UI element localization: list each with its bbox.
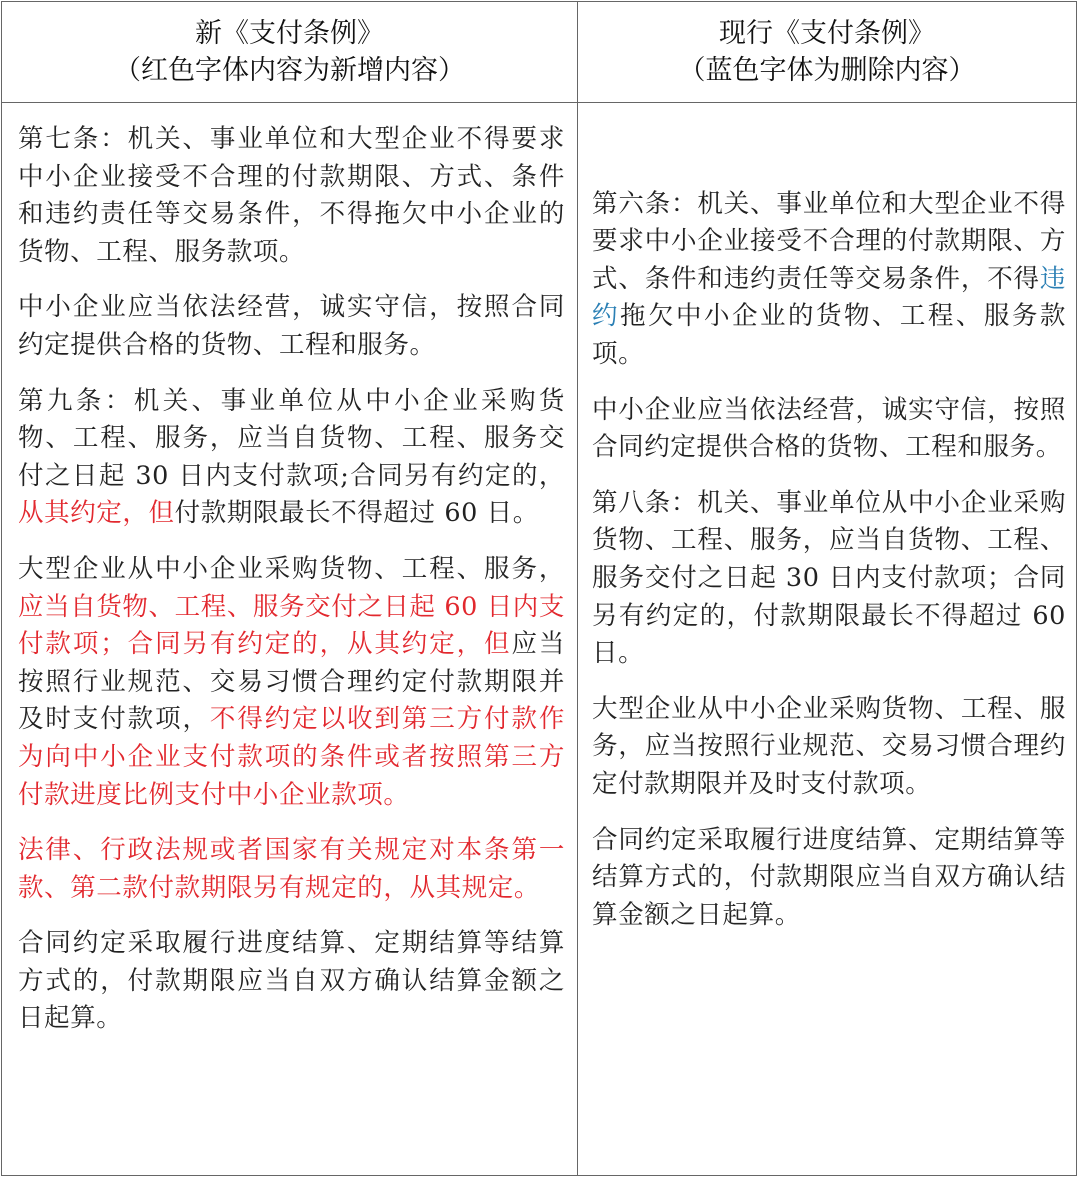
added-text: 应当自货物、工程、服务交付之日起 60 日内支付款项；合同另有约定的，从其约定，但 [18,591,565,660]
header-title: 现行《支付条例》 [719,18,935,49]
text-segment: 合同约定采取履行进度结算、定期结算等结算方式的，付款期限应当自双方确认结算金额之日起算。 [592,824,1066,930]
added-text: 不得约定以收到第三方付款作为向中小企业支付款项的条件或者按照第三方付款进度比例支付中小企业款项。 [18,704,565,810]
text-segment: 中小企业应当依法经营，诚实守信，按照合同约定提供合格的货物、工程和服务。 [18,292,565,360]
text-segment: 第八条：机关、事业单位从中小企业采购货物、工程、服务，应当自货物、工程、服务交付之日起 30 日内支付款项；合同另有约定的，付款期限最长不得超过 60 日。 [592,487,1066,669]
deleted-text: 违约 [592,263,1066,332]
current-regulation-text-cell [578,103,1077,1176]
text-segment: 拖欠中小企业的货物、工程、服务款项。 [592,301,1066,370]
added-text: 法律、行政法规或者国家有关规定对本条第一款、第二款付款期限另有规定的，从其规定。 [18,835,565,903]
header-current-regulation [578,2,1077,103]
text-segment: 应当按照行业规范、交易习惯合理约定付款期限并及时支付款项， [18,629,565,735]
article-paragraph [592,485,1066,673]
table-header-row [2,2,1077,103]
regulation-comparison-table [1,1,1077,1176]
text-segment: 第七条：机关、事业单位和大型企业不得要求中小企业接受不合理的付款期限、方式、条件和违约责任等交易条件，不得拖欠中小企业的货物、工程、服务款项。 [18,124,565,267]
text-segment: 第九条：机关、事业单位从中小企业采购货物、工程、服务，应当自货物、工程、服务交付之日起 30 日内支付款项;合同另有约定的， [18,385,565,491]
text-segment: 付款期限最长不得超过 60 日。 [174,498,539,529]
article-paragraph [18,121,565,271]
article-paragraph [18,551,565,814]
text-segment: 第六条：机关、事业单位和大型企业不得要求中小企业接受不合理的付款期限、方式、条件和违约责任等交易条件，不得 [592,188,1066,294]
article-paragraph [592,392,1066,467]
article-paragraph [592,691,1066,804]
header-title: 新《支付条例》 [195,18,384,49]
new-regulation-text-cell [2,103,578,1176]
header-note: （红色字体内容为新增内容） [114,55,465,86]
article-paragraph [18,832,565,907]
text-segment: 大型企业从中小企业采购货物、工程、服务，应当按照行业规范、交易习惯合理约定付款期限并及时支付款项。 [592,693,1066,799]
header-new-regulation [2,2,578,103]
added-text: 从其约定，但 [18,498,175,529]
article-paragraph [18,925,565,1038]
text-segment: 合同约定采取履行进度结算、定期结算等结算方式的，付款期限应当自双方确认结算金额之日起算。 [18,928,565,1034]
article-paragraph [592,822,1066,935]
header-note: （蓝色字体为删除内容） [678,55,976,86]
text-segment: 中小企业应当依法经营，诚实守信，按照合同约定提供合格的货物、工程和服务。 [592,394,1066,463]
current-regulation-text [592,186,1066,935]
article-paragraph [18,383,565,533]
article-paragraph [592,186,1066,374]
table-body-row [2,103,1077,1176]
text-segment: 大型企业从中小企业采购货物、工程、服务， [18,553,565,584]
article-paragraph [18,289,565,364]
